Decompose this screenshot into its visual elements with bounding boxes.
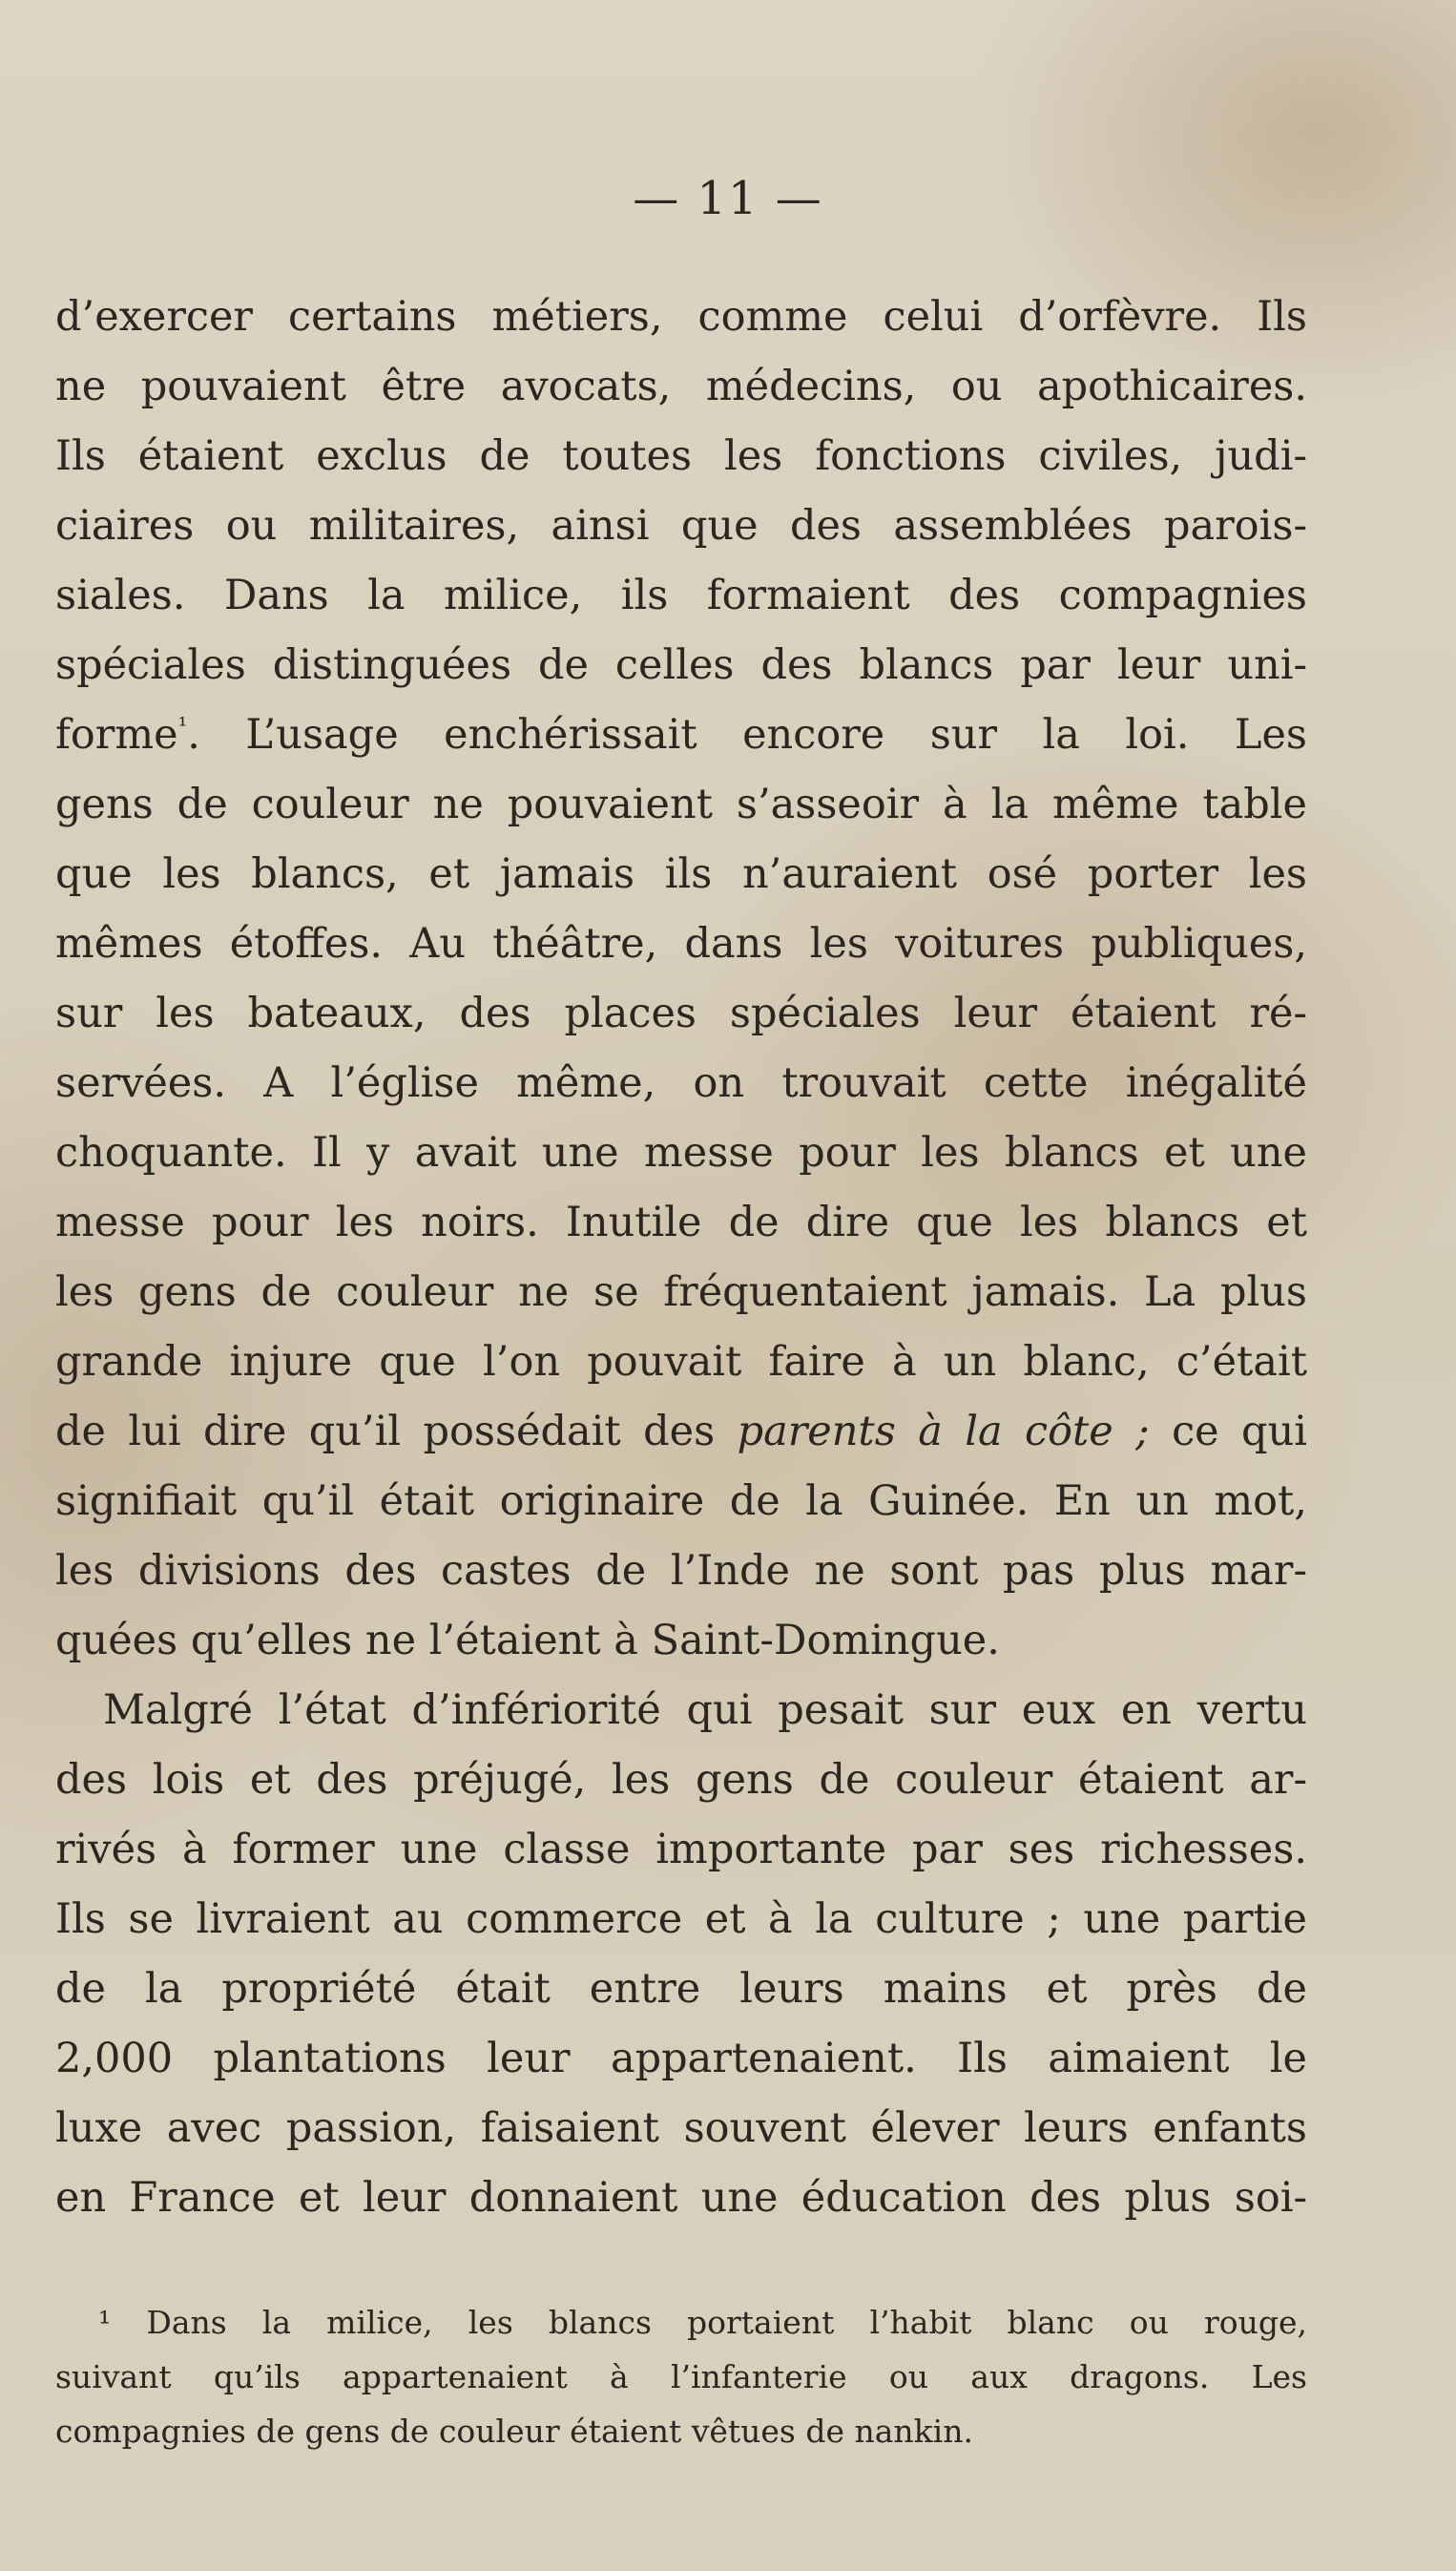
text-line: Ils se livraient au commerce et à la culture ; une partie	[55, 1895, 1307, 1943]
text-line: signifiait qu’il était originaire de la Guinée. En un mot,	[55, 1477, 1307, 1525]
text-line: rivés à former une classe importante par ses richesses.	[55, 1826, 1307, 1873]
text-line	[55, 1397, 1307, 1467]
text-line: les gens de couleur ne se fréquentaient jamais. La plus	[55, 1268, 1307, 1316]
footnote-line: compagnies de gens de couleur étaient vêtues de nankin.	[55, 2413, 973, 2450]
paragraph-first-line: Malgré l’état d’infériorité qui pesait sur eux en vertu	[103, 1686, 1307, 1734]
text-line: de la propriété était entre leurs mains et près de	[55, 1965, 1307, 2013]
text-line: des lois et des préjugé, les gens de couleur étaient ar-	[55, 1756, 1307, 1804]
text-line: les divisions des castes de l’Inde ne sont pas plus mar-	[55, 1547, 1307, 1595]
footnotes	[55, 2295, 1307, 2458]
text-line: luxe avec passion, faisaient souvent élever leurs enfants	[55, 2104, 1307, 2152]
text-line: en France et leur donnaient une éducation des plus soi-	[55, 2174, 1307, 2222]
text-line: quées qu’elles ne l’étaient à Saint-Domingue.	[55, 1617, 1000, 1664]
text-line: ne pouvaient être avocats, médecins, ou apothicaires.	[55, 363, 1307, 410]
text-line: grande injure que l’on pouvait faire à un blanc, c’était	[55, 1338, 1307, 1386]
italic-phrase: parents à la côte ;	[737, 1408, 1150, 1455]
page-number: — 11 —	[633, 172, 823, 225]
text-line: siales. Dans la milice, ils formaient des compagnies	[55, 572, 1307, 619]
text-line: ciaires ou militaires, ainsi que des assemblées parois-	[55, 502, 1307, 550]
text-fragment: . L’usage enchérissait encore sur la loi. Les	[187, 711, 1307, 759]
footnote-marker: ¹	[177, 712, 188, 740]
text-line: que les blancs, et jamais ils n’auraient osé porter les	[55, 850, 1307, 898]
text-line: d’exercer certains métiers, comme celui d’orfèvre. Ils	[55, 293, 1307, 341]
text-line: spéciales distinguées de celles des blancs par leur uni-	[55, 641, 1307, 689]
footnote-line: suivant qu’ils appartenaient à l’infanterie ou aux dragons. Les	[55, 2358, 1307, 2395]
text-line: mêmes étoffes. Au théâtre, dans les voitures publiques,	[55, 920, 1307, 968]
text-fragment: de lui dire qu’il possédait des	[55, 1408, 716, 1455]
text-fragment: forme	[55, 711, 178, 759]
text-line: choquante. Il y avait une messe pour les blancs et une	[55, 1129, 1307, 1177]
text-line: gens de couleur ne pouvaient s’asseoir à la même table	[55, 781, 1307, 828]
text-line: Ils étaient exclus de toutes les fonctions civiles, judi-	[55, 432, 1307, 480]
body-text	[55, 282, 1307, 2233]
text-line	[55, 700, 1307, 770]
text-line: sur les bateaux, des places spéciales leur étaient ré-	[55, 990, 1307, 1037]
footnote-line: ¹ Dans la milice, les blancs portaient l’habit blanc ou rouge,	[98, 2304, 1307, 2341]
text-line: messe pour les noirs. Inutile de dire que les blancs et	[55, 1199, 1307, 1246]
text-line: 2,000 plantations leur appartenaient. Ils aimaient le	[55, 2035, 1307, 2082]
text-fragment: ce qui	[1172, 1408, 1308, 1455]
text-line: servées. A l’église même, on trouvait cette inégalité	[55, 1059, 1307, 1107]
